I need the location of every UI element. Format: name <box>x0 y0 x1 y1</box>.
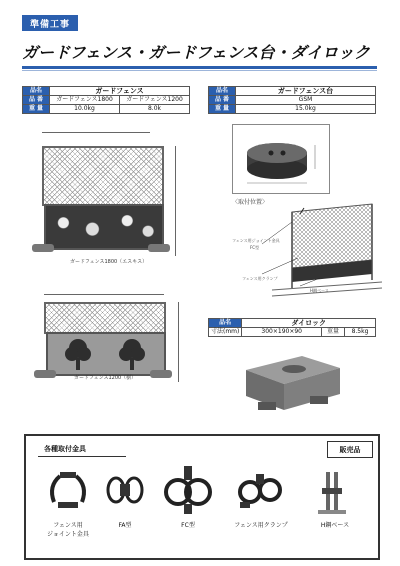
title-rule <box>22 66 377 69</box>
title-rule-thin <box>22 70 377 71</box>
callout-joint: フェンス用ジョイント金具 <box>232 238 280 243</box>
guard-fence-name-label: 品名 <box>23 87 50 96</box>
fence-stand-name: ガードフェンス台 <box>236 87 376 96</box>
guard-fence-weight-1200: 8.0k <box>120 105 190 114</box>
accessory-label-joint-1: フェンス用 <box>53 522 83 529</box>
fence-1800-caption: ガードフェンス1800（エスキス） <box>70 259 148 265</box>
guard-fence-weight-1800: 10.0kg <box>50 105 120 114</box>
accessory-label-fc: FC型 <box>181 522 195 529</box>
accessory-label-joint-2: ジョイント金具 <box>47 531 89 538</box>
fa-clamp-icon <box>100 468 150 516</box>
accessory-label-h-base: H鋼ベース <box>320 522 350 529</box>
fence-1200-caption: ガードフェンス1200（樹） <box>74 375 137 381</box>
fence-stand-weight-label: 重 量 <box>209 105 236 114</box>
fence-stand-model-label: 品 番 <box>209 96 236 105</box>
dylock-name: ダイロック <box>242 319 376 328</box>
accessories-title-rule <box>38 456 126 457</box>
accessories-title: 各種取付金具 <box>44 445 86 453</box>
page-title: ガードフェンス・ガードフェンス台・ダイロック <box>22 43 370 62</box>
fence-stand-model: GSM <box>236 96 376 105</box>
guard-fence-model-1800: ガードフェンス1800 <box>50 96 120 105</box>
fence-mesh-panel <box>42 146 164 206</box>
dimension-line <box>44 294 164 295</box>
dimension-line-vertical <box>175 146 176 256</box>
tree-icon <box>48 334 164 374</box>
dylock-spec-table <box>208 318 376 337</box>
accessory-label-fa: FA型 <box>118 522 132 529</box>
callout-clamp: フェンス用クランプ <box>242 276 278 281</box>
guard-fence-name: ガードフェンス <box>50 87 190 96</box>
callout-fc: FC型 <box>250 245 260 250</box>
fence-flower-panel <box>44 204 164 250</box>
fence-stand-name-label: 品名 <box>209 87 236 96</box>
dylock-weight-value: 8.5kg <box>345 328 376 337</box>
accessory-item-joint <box>38 468 98 550</box>
fence-stand-right <box>150 370 172 378</box>
fence-stand-left <box>32 244 54 252</box>
sale-badge: 販売品 <box>327 441 373 458</box>
concrete-stand-icon <box>233 125 329 193</box>
guard-fence-weight-label: 重 量 <box>23 105 50 114</box>
fence-mesh-panel <box>44 302 166 334</box>
accessory-item-h-base <box>304 468 366 550</box>
fence-stand-weight: 15.0kg <box>236 105 376 114</box>
fence-clamp-icon <box>226 468 296 516</box>
h-beam-base-icon <box>304 468 366 516</box>
guard-fence-model-label: 品 番 <box>23 96 50 105</box>
guard-fence-model-1200: ガードフェンス1200 <box>120 96 190 105</box>
dylock-weight-label: 重量 <box>322 328 345 337</box>
dylock-block-icon <box>232 350 352 416</box>
guard-fence-spec-table <box>22 86 190 114</box>
fence-stand-spec-table <box>208 86 376 114</box>
accessory-item-fa <box>100 468 150 550</box>
fence-stand-left <box>34 370 56 378</box>
fence-1200-drawing <box>30 290 190 390</box>
dimension-line <box>42 132 150 133</box>
dylock-dim-label: 寸法(mm) <box>209 328 242 337</box>
accessory-item-clamp <box>226 468 296 550</box>
dylock-photo <box>232 350 352 416</box>
callout-h-base: H鋼ベース <box>310 288 329 293</box>
install-position-label: 〈取付位置〉 <box>232 199 269 206</box>
joint-fitting-icon <box>38 468 98 516</box>
fence-1800-drawing <box>30 124 190 274</box>
install-diagram <box>232 202 382 302</box>
fence-tree-panel <box>46 332 166 376</box>
fence-stand-photo-panel <box>232 124 330 194</box>
accessory-label-clamp: フェンス用クランプ <box>234 522 288 529</box>
dylock-dim-value: 300×190×90 <box>242 328 322 337</box>
category-badge: 準備工事 <box>22 15 78 31</box>
install-position-drawing <box>232 202 382 302</box>
dylock-name-label: 品名 <box>209 319 242 328</box>
dimension-line-vertical <box>178 302 179 382</box>
fence-stand-right <box>148 244 170 252</box>
fc-clamp-icon <box>158 464 218 516</box>
accessory-item-fc <box>158 464 218 546</box>
